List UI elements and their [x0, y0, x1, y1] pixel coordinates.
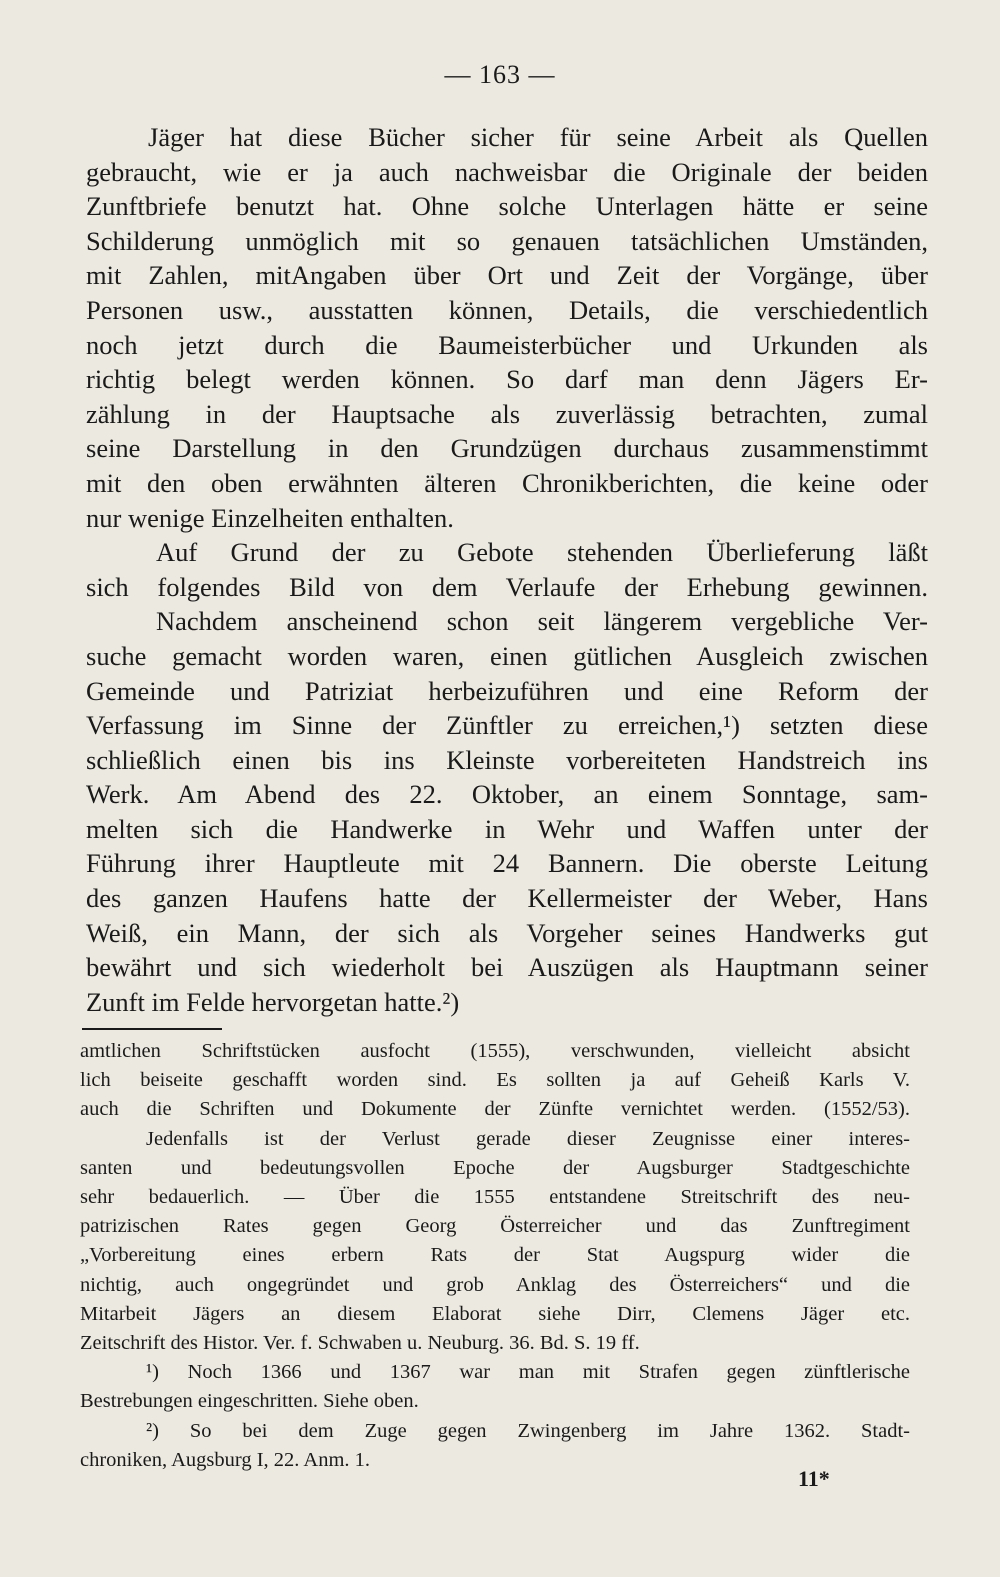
footnote-line: sehr bedauerlich. — Über die 1555 entstandene Streitschrift des neu- [80, 1186, 910, 1209]
footnote-line: lich beiseite geschafft worden sind. Es sollten ja auf Geheiß Karls V. [80, 1069, 910, 1092]
body-line: Personen usw., ausstatten können, Details, die verschiedentlich [86, 294, 928, 325]
sheet-signature: 11* [798, 1466, 830, 1491]
body-line: Zunft im Felde hervorgetan hatte.²) [86, 986, 460, 1017]
footnote-line: patrizischen Rates gegen Georg Österreicher und das Zunftregiment [80, 1215, 910, 1238]
footnotes [80, 1037, 910, 1475]
footnote-line: ¹) Noch 1366 und 1367 war man mit Strafen gegen zünftlerische [146, 1361, 910, 1384]
body-line: suche gemacht worden waren, einen gütlichen Ausgleich zwischen [86, 640, 928, 671]
footnote-separator [82, 1028, 222, 1030]
footnote-line: chroniken, Augsburg I, 22. Anm. 1. [80, 1448, 371, 1471]
body-line: nur wenige Einzelheiten enthalten. [86, 502, 454, 533]
body-line: bewährt und sich wiederholt bei Auszügen als Hauptmann seiner [86, 952, 928, 983]
body-text [86, 120, 928, 1019]
body-line: mit den oben erwähnten älteren Chronikberichten, die keine oder [86, 467, 928, 498]
footnote-line: nichtig, auch ongegründet und grob Anklag des Österreichers“ und die [80, 1273, 910, 1296]
body-line: Weiß, ein Mann, der sich als Vorgeher seines Handwerks gut [86, 917, 928, 948]
body-line: mit Zahlen, mitAngaben über Ort und Zeit der Vorgänge, über [86, 260, 928, 291]
body-line: des ganzen Haufens hatte der Kellermeister der Weber, Hans [86, 883, 928, 914]
body-line: gebraucht, wie er ja auch nachweisbar die Originale der beiden [86, 156, 928, 187]
body-line: schließlich einen bis ins Kleinste vorbereiteten Handstreich ins [86, 744, 928, 775]
footnote-line: Jedenfalls ist der Verlust gerade dieser Zeugnisse einer interes- [146, 1127, 910, 1150]
body-line: melten sich die Handwerke in Wehr und Waffen unter der [86, 813, 928, 844]
body-line: Verfassung im Sinne der Zünftler zu erreichen,¹) setzten diese [86, 710, 928, 741]
page-number: — 163 — [444, 60, 556, 89]
body-line: Werk. Am Abend des 22. Oktober, an einem Sonntage, sam- [86, 779, 928, 810]
body-line: richtig belegt werden können. So darf man denn Jägers Er- [86, 364, 928, 395]
body-line: Jäger hat diese Bücher sicher für seine Arbeit als Quellen [148, 122, 928, 152]
footnote-line: auch die Schriften und Dokumente der Zünfte vernichtet werden. (1552/53). [80, 1098, 910, 1121]
body-line: Nachdem anscheinend schon seit längerem vergebliche Ver- [156, 606, 928, 637]
body-line: Führung ihrer Hauptleute mit 24 Bannern. Die oberste Leitung [86, 848, 928, 879]
body-line: sich folgendes Bild von dem Verlaufe der Erhebung gewinnen. [86, 571, 928, 602]
footnote-line: santen und bedeutungsvollen Epoche der Augsburger Stadtgeschichte [80, 1156, 910, 1179]
body-line: Zunftbriefe benutzt hat. Ohne solche Unterlagen hätte er seine [86, 191, 928, 222]
body-line: seine Darstellung in den Grundzügen durchaus zusammenstimmt [86, 433, 928, 464]
body-line: noch jetzt durch die Baumeisterbücher und Urkunden als [86, 329, 928, 360]
footnote-line: „Vorbereitung eines erbern Rats der Stat Augspurg wider die [80, 1244, 910, 1267]
footnote-line: Mitarbeit Jägers an diesem Elaborat siehe Dirr, Clemens Jäger etc. [80, 1302, 910, 1325]
body-line: Gemeinde und Patriziat herbeizuführen und eine Reform der [86, 675, 928, 706]
body-line: Auf Grund der zu Gebote stehenden Überlieferung läßt [156, 537, 928, 568]
body-line: Schilderung unmöglich mit so genauen tatsächlichen Umständen, [86, 225, 928, 256]
footnote-line: Bestrebungen eingeschritten. Siehe oben. [80, 1390, 419, 1413]
footnote-line: Zeitschrift des Histor. Ver. f. Schwaben u. Neuburg. 36. Bd. S. 19 ff. [80, 1332, 640, 1355]
footnote-line: ²) So bei dem Zuge gegen Zwingenberg im Jahre 1362. Stadt- [146, 1419, 910, 1442]
footnote-line: amtlichen Schriftstücken ausfocht (1555), verschwunden, vielleicht absicht [80, 1040, 910, 1062]
body-line: zählung in der Hauptsache als zuverlässig betrachten, zumal [86, 398, 928, 429]
